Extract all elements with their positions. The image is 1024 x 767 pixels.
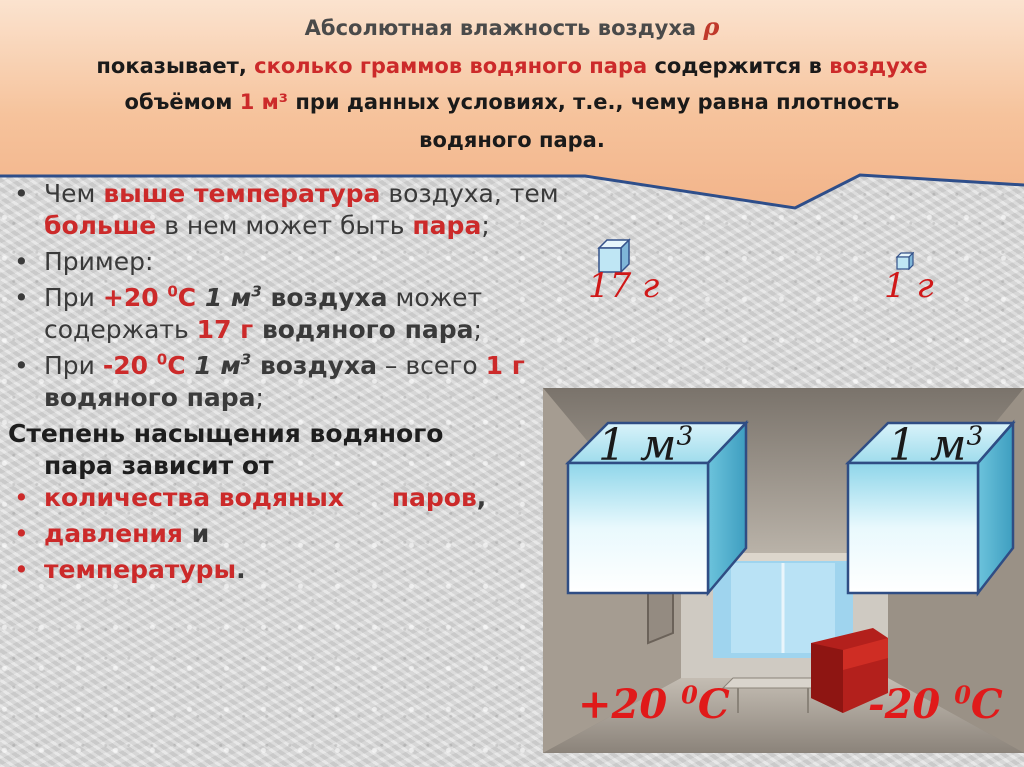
- small-cube-17g-label: 17 г: [588, 266, 660, 306]
- header-line-2: объёмом 1 м³ при данных условиях, т.е., чему равна плотность: [124, 90, 900, 114]
- right-cube-label: 1 $м^3$: [888, 420, 984, 471]
- bullet-temperature: • Чем выше температура воздуха, тем больше в нем может быть пара;: [14, 179, 559, 240]
- room-illustration: [543, 388, 1024, 753]
- rho-symbol: ρ: [703, 12, 720, 41]
- right-temperature-label: -20 $^0$C: [868, 680, 1003, 728]
- header-line-3: водяного пара.: [419, 128, 605, 152]
- saturation-heading: Степень насыщения водяного пара зависит от: [8, 419, 444, 480]
- bullet-example: • Пример:: [14, 247, 154, 276]
- title-text: Абсолютная влажность воздуха: [304, 16, 697, 40]
- header: [0, 10, 1024, 161]
- factor-pressure: • давления и: [14, 519, 210, 548]
- bullet-dot: •: [14, 519, 29, 548]
- bullet-dot: •: [14, 483, 29, 512]
- page-title: [0, 10, 1024, 45]
- factor-vapor-amount: • количества водяных паров,: [14, 483, 487, 512]
- header-line-1: показывает, сколько граммов водяного пара содержится в воздухе: [96, 54, 928, 78]
- bullet-dot: •: [14, 351, 29, 380]
- bullet-plus20: • При +20 $^0$С 1 $м^3$ воздуха может содержать 17 г водяного пара;: [14, 282, 483, 344]
- bullet-dot: •: [14, 283, 29, 312]
- bullet-dot: •: [14, 247, 29, 276]
- left-text-block: [8, 178, 563, 590]
- bullet-minus20: • При -20 $^0$С 1 $м^3$ воздуха – всего 1 г водяного пара;: [14, 350, 525, 412]
- bullet-dot: •: [14, 555, 29, 584]
- bullet-dot: •: [14, 179, 29, 208]
- left-temperature-label: +20 $^0$C: [578, 680, 730, 728]
- left-cube-label: 1 $м^3$: [598, 420, 694, 471]
- small-cube-1g-label: 1 г: [884, 266, 934, 306]
- factor-temperature: • температуры.: [14, 555, 246, 584]
